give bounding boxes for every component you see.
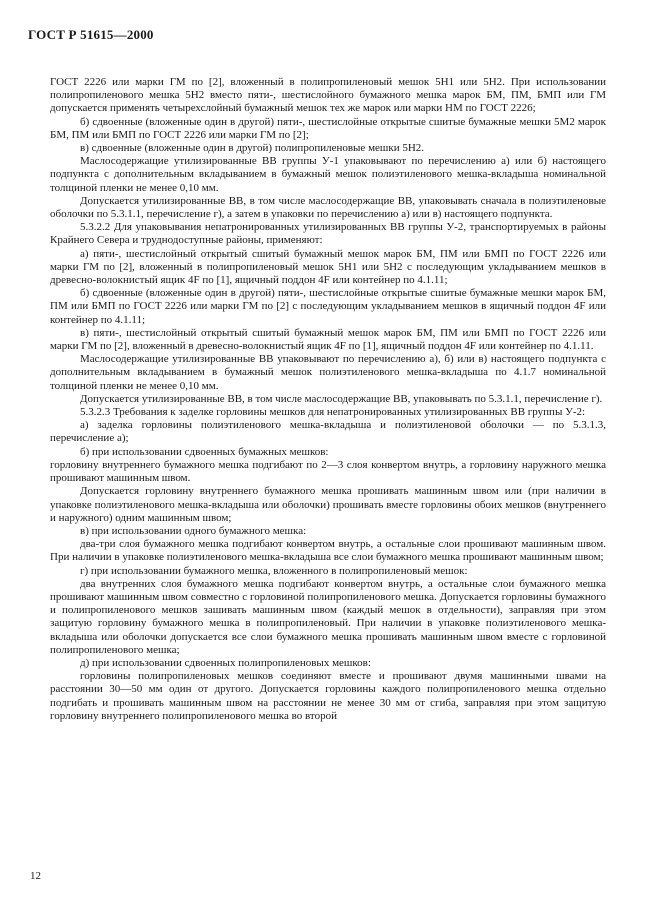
paragraph: Допускается утилизированные ВВ, в том числе маслосодержащие ВВ, упаковывать сначала в полиэтиленовые оболочки по 5.3.1.1, перечисление г), а затем в упаковки по перечислению а) или в) настоящего подпункта. <box>50 194 606 221</box>
paragraph: 5.3.2.3 Требования к заделке горловины мешков для непатронированных утилизированных ВВ группы У-2: <box>80 406 586 419</box>
paragraph: Маслосодержащие утилизированные ВВ группы У-1 упаковывают по перечислению а) или б) настоящего подпункта с дополнительным вкладыванием в бумажный мешок полиэтиленового мешка-вкладыша номинальной толщиной пленки не менее 0,10 мм. <box>50 155 606 194</box>
paragraph: б) сдвоенные (вложенные один в другой) пяти-, шестислойные открытые сшитые бумажные мешки марок БМ, ПМ или БМП по ГОСТ 2226 или марки ГМ по [2] с последующим укладыванием мешков в ящичный поддон 4F или контейнер по 4.1.11; <box>50 287 606 326</box>
paragraph: в) пяти-, шестислойный открытый сшитый бумажный мешок марок БМ, ПМ или БМП по ГОСТ 2226 или марки ГМ по [2], вложенный в древесно-волокнистый ящик 4F по [1], ящичный поддон 4F или контейнер по 4.1.11. <box>50 326 606 353</box>
paragraph: 5.3.2.2 Для упаковывания непатронированных утилизированных ВВ группы У-2, транспортируемых в районы Крайнего Севера и труднодоступные районы, применяют: <box>50 221 606 247</box>
document-header: ГОСТ Р 51615—2000 <box>28 27 154 42</box>
paragraph: два внутренних слоя бумажного мешка подгибают конвертом внутрь, а остальные слои бумажного мешка прошивают машинным швом совместно с горловиной полипропиленового мешка. Допускается горловины бумажного и полипропиленового мешков зашивать машинным швом (каждый мешок в отдельности), заправляя при этом защитую горловину бумажного мешка в полипропиленовый. При наличии в упаковке полиэтиленового мешка-вкладыша или оболочки допускается все слои бумажного мешка прошивать машинным швом вместе с горловиной полипропиленового мешка; <box>50 577 606 656</box>
page-number: 12 <box>30 870 41 882</box>
paragraph: Допускается горловину внутреннего бумажного мешка прошивать машинным швом или (при наличии в упаковке полиэтиленового мешка-вкладыша или оболочки) прошивать вместе горловины обоих мешков (внутреннего и наружного) одним машинным швом; <box>50 485 606 524</box>
document-body <box>50 76 606 723</box>
paragraph: б) сдвоенные (вложенные один в другой) пяти-, шестислойные открытые сшитые бумажные мешки 5М2 марок БМ, ПМ или БМП по ГОСТ 2226 или марки ГМ по [2]; <box>50 115 606 141</box>
paragraph: Допускается утилизированные ВВ, в том числе маслосодержащие ВВ, упаковывать по 5.3.1.1, перечисление г). <box>80 392 603 405</box>
paragraph: в) при использовании одного бумажного мешка: <box>80 524 307 537</box>
paragraph: г) при использовании бумажного мешка, вложенного в полипропиленовый мешок: <box>80 564 468 577</box>
paragraph: д) при использовании сдвоенных полипропиленовых мешков: <box>80 656 371 669</box>
paragraph: два-три слоя бумажного мешка подгибают конвертом внутрь, а остальные слои прошивают машинным швом. При наличии в упаковке полиэтиленового мешка-вкладыша все слои бумажного мешка прошивают машинным швом; <box>50 538 606 564</box>
paragraph: Маслосодержащие утилизированные ВВ упаковывают по перечислению а), б) или в) настоящего подпункта с дополнительным вкладыванием в бумажный мешок полиэтиленового мешка-вкладыша по 4.1.7 номинальной толщиной пленки не менее 0,10 мм. <box>50 353 606 392</box>
paragraph: горловину внутреннего бумажного мешка подгибают по 2—3 слоя конвертом внутрь, а горловину наружного мешка прошивают машинным швом. <box>50 458 606 485</box>
paragraph: а) заделка горловины полиэтиленового мешка-вкладыша и полиэтиленовой оболочки — по 5.3.1.3, перечисление а); <box>50 419 606 445</box>
paragraph: в) сдвоенные (вложенные один в другой) полипропиленовые мешки 5Н2. <box>80 142 425 155</box>
paragraph: а) пяти-, шестислойный открытый сшитый бумажный мешок марок БМ, ПМ или БМП по ГОСТ 2226 или марки ГМ по [2], вложенный в полипропиленовый мешок 5Н1 или 5Н2 с последующим укладыванием мешков в древесно-волокнистый ящик 4F по [1], ящичный поддон 4F или контейнер по 4.1.11; <box>50 247 606 287</box>
paragraph: ГОСТ 2226 или марки ГМ по [2], вложенный в полипропиленовый мешок 5Н1 или 5Н2. При использовании полипропиленового мешка 5Н2 вместо пяти-, шестислойного бумажного мешка марок БМ, ПМ, БМП или ГМ допускается применять четырехслойный бумажный мешок тех же марок или марки НМ по ГОСТ 2226; <box>50 76 606 115</box>
paragraph: б) при использовании сдвоенных бумажных мешков: <box>80 445 329 458</box>
paragraph: горловины полипропиленовых мешков соединяют вместе и прошивают двумя машинными швами на расстоянии 30—50 мм один от другого. Допускается горловины каждого полипропиленового мешка отдельно подгибать и прошивать машинным швом на расстоянии не менее 30 мм от сгиба, заправляя при этом защитую горловину внутреннего полипропиленового мешка во второй <box>50 670 606 722</box>
